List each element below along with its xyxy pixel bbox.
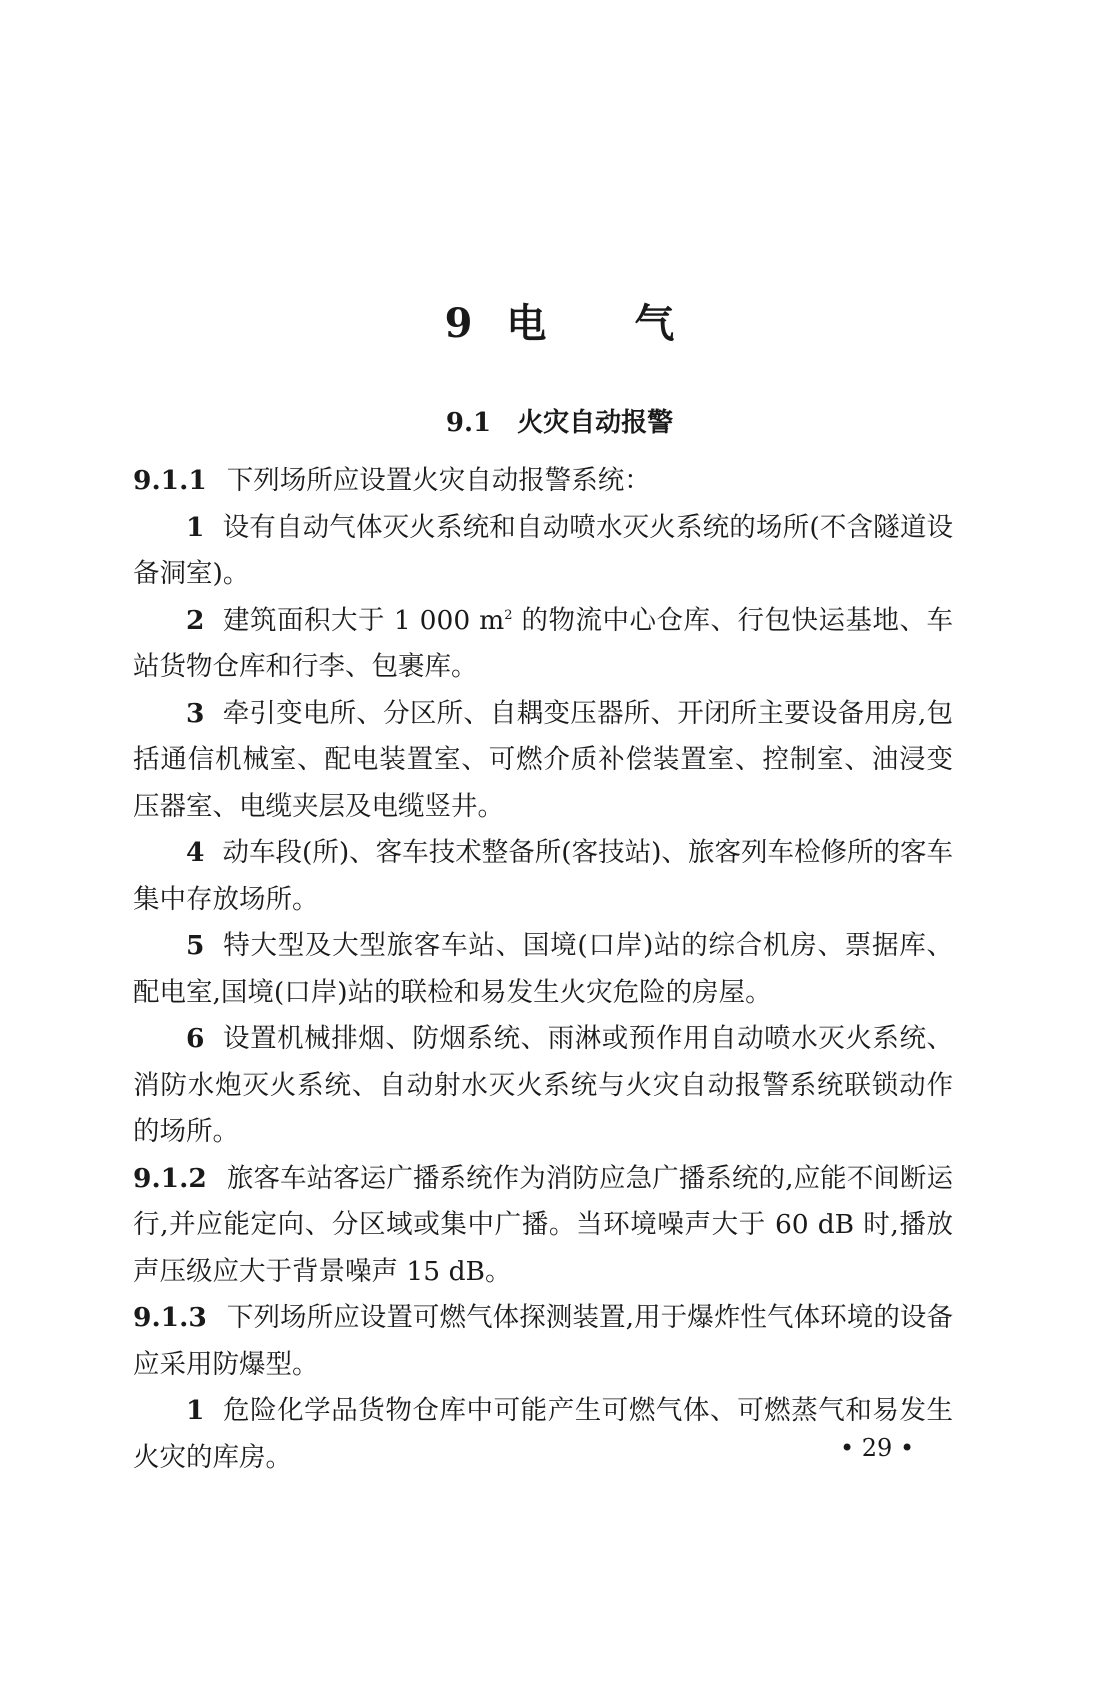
list-item <box>133 1016 953 1156</box>
body-text <box>133 458 953 1481</box>
item-text: 危险化学品货物仓库中可能产生可燃气体、可燃蒸气和易发生火灾的库房。 <box>133 1395 953 1473</box>
clause-number: 9.1.2 <box>133 1162 207 1194</box>
clause-9-1-3 <box>133 1295 953 1388</box>
item-text: 特大型及大型旅客车站、国境(口岸)站的综合机房、票据库、配电室,国境(口岸)站的联检和易发生火灾危险的房屋。 <box>133 930 953 1008</box>
list-item <box>133 691 953 831</box>
list-item <box>133 1388 953 1481</box>
list-item <box>133 923 953 1016</box>
item-text: 动车段(所)、客车技术整备所(客技站)、旅客列车检修所的客车集中存放场所。 <box>133 837 953 915</box>
item-text-after: 的物流中心仓库、行包快运基地、车站货物仓库和行李、包裹库。 <box>133 604 953 682</box>
item-number: 2 <box>186 604 205 636</box>
section-number: 9.1 <box>445 408 492 438</box>
chapter-title-part2: 气 <box>634 300 675 347</box>
chapter-title-part1: 电 <box>506 300 547 347</box>
list-item <box>133 505 953 598</box>
item-number: 5 <box>186 930 205 961</box>
page-number: • 29 • <box>840 1434 915 1462</box>
list-item <box>133 598 953 691</box>
item-number: 1 <box>186 1395 205 1426</box>
section-title-text: 火灾自动报警 <box>517 408 674 438</box>
item-number: 4 <box>186 837 205 868</box>
clause-number: 9.1.3 <box>133 1302 207 1333</box>
clause-text: 下列场所应设置可燃气体探测装置,用于爆炸性气体环境的设备应采用防爆型。 <box>133 1302 953 1380</box>
item-text-before: 建筑面积大于 1 000 m <box>222 604 505 636</box>
item-text: 牵引变电所、分区所、自耦变压器所、开闭所主要设备用房,包括通信机械室、配电装置室、可燃介质补偿装置室、控制室、油浸变压器室、电缆夹层及电缆竖井。 <box>133 697 953 822</box>
section-title <box>0 402 1119 439</box>
item-number: 3 <box>186 697 205 729</box>
item-number: 6 <box>186 1023 205 1054</box>
item-number: 1 <box>186 511 205 543</box>
clause-number: 9.1.1 <box>133 465 207 496</box>
item-text: 设有自动气体灭火系统和自动喷水灭火系统的场所(不含隧道设备洞室)。 <box>133 511 953 589</box>
chapter-number: 9 <box>444 300 473 347</box>
clause-text: 旅客车站客运广播系统作为消防应急广播系统的,应能不间断运行,并应能定向、分区域或集中广播。当环境噪声大于 60 dB 时,播放声压级应大于背景噪声 15 dB。 <box>133 1162 953 1287</box>
list-item <box>133 830 953 923</box>
chapter-title <box>0 292 1119 349</box>
clause-9-1-1 <box>133 458 953 505</box>
superscript: 2 <box>504 607 513 623</box>
clause-9-1-2 <box>133 1156 953 1296</box>
item-text: 设置机械排烟、防烟系统、雨淋或预作用自动喷水灭火系统、消防水炮灭火系统、自动射水灭火系统与火灾自动报警系统联锁动作的场所。 <box>133 1023 953 1147</box>
clause-text: 下列场所应设置火灾自动报警系统： <box>226 465 651 496</box>
